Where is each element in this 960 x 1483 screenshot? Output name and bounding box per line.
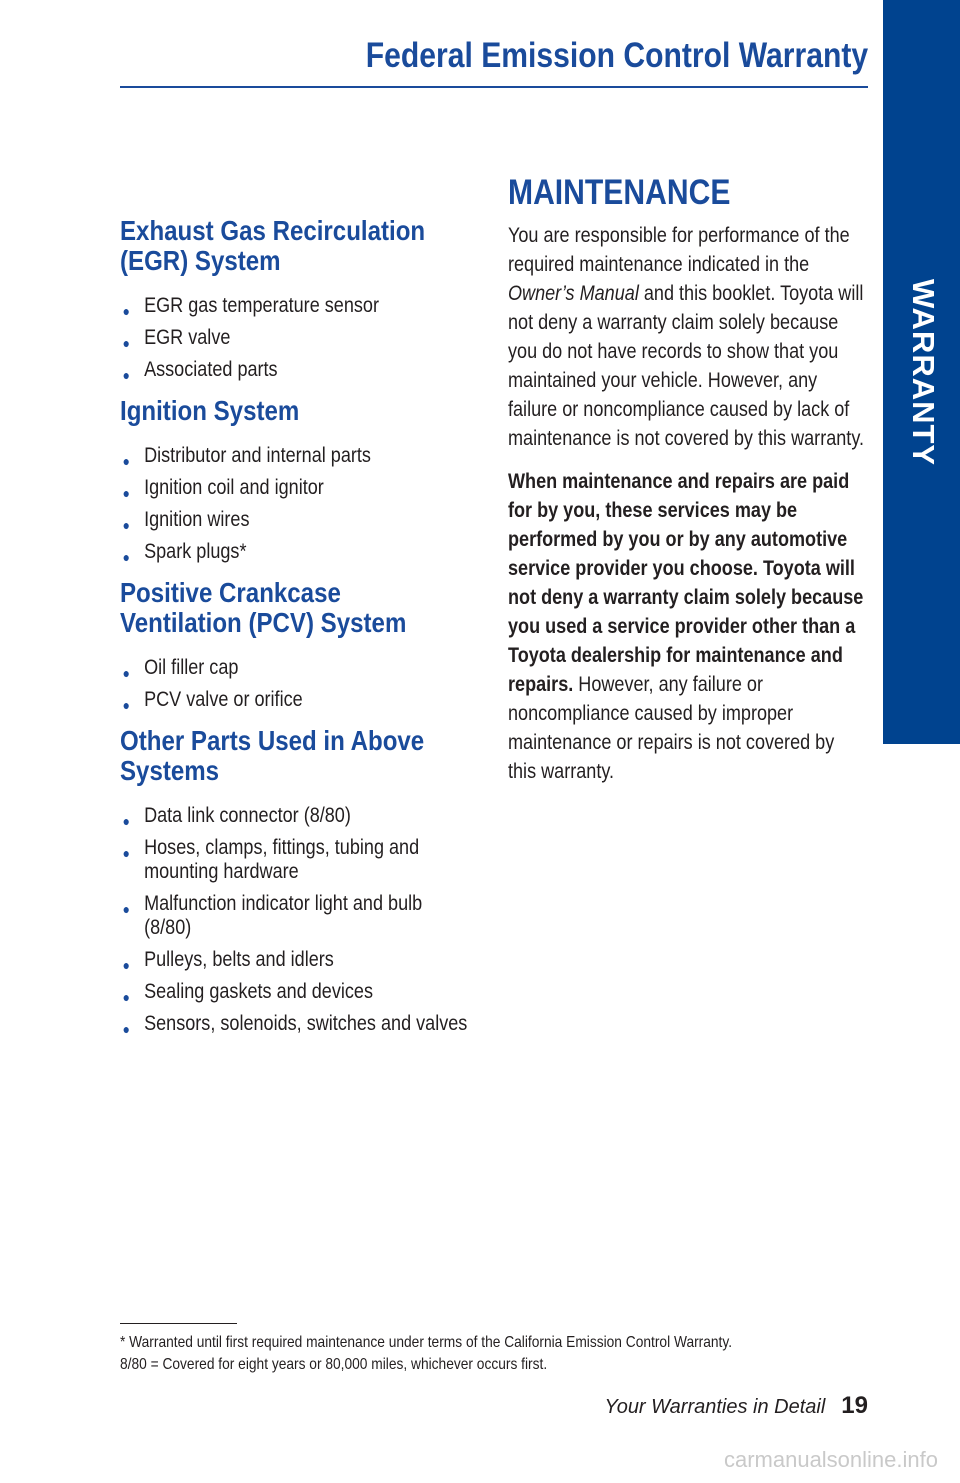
section-heading-ignition: Ignition System	[120, 395, 300, 426]
list-egr	[120, 294, 417, 382]
side-tab-label: WARRANTY	[906, 278, 941, 467]
list-item	[120, 836, 468, 884]
bullet-icon: ●	[122, 845, 130, 861]
bullet-icon: ●	[122, 1021, 130, 1037]
list-item	[120, 540, 468, 564]
right-column	[508, 173, 865, 800]
footnote-abbreviation: 8/80 = Covered for eight years or 80,000 miles, whichever occurs first.	[120, 1356, 548, 1373]
list-item-text: EGR gas temperature sensor	[144, 294, 379, 317]
list-item	[120, 1012, 468, 1036]
section-other-parts	[120, 725, 468, 1037]
maintenance-paragraph-1	[508, 221, 865, 453]
maintenance-p1-text: You are responsible for performance of the required maintenance indicated in the	[508, 224, 850, 276]
bullet-icon: ●	[122, 957, 130, 973]
footnote-divider	[120, 1323, 237, 1324]
list-item-text: Hoses, clamps, fittings, tubing and mounting hardware	[144, 836, 420, 883]
list-item-text: Ignition coil and ignitor	[144, 476, 324, 499]
list-item-text: Spark plugs*	[144, 540, 247, 563]
section-ignition	[120, 396, 417, 564]
bullet-icon: ●	[122, 335, 130, 351]
owners-manual-title: Owner’s Manual	[508, 282, 639, 305]
footnotes	[120, 1332, 860, 1376]
bullet-icon: ●	[122, 303, 130, 319]
list-item	[120, 656, 468, 680]
list-ignition	[120, 444, 417, 564]
maintenance-p2-emphasis: When maintenance and repairs are paid for by you, these services may be performed by you or by any automotive service provider you choose. Toyota will not deny a warranty claim solely because you used a service provider other than a Toyota dealership for maintenance and repairs.	[508, 470, 864, 696]
section-egr	[120, 215, 426, 383]
list-item-text: Associated parts	[144, 358, 278, 381]
list-item-text: PCV valve or orifice	[144, 688, 303, 711]
maintenance-paragraph-2	[508, 467, 865, 786]
watermark: carmanualsonline.info	[723, 1447, 938, 1472]
footnote-asterisk: * Warranted until first required maintenance under terms of the California Emission Control Warranty.	[120, 1334, 733, 1351]
list-item	[120, 508, 468, 532]
side-tab-label-box	[903, 280, 943, 465]
bullet-icon: ●	[122, 485, 130, 501]
list-item	[120, 476, 468, 500]
list-item	[120, 444, 468, 468]
list-item-text: Data link connector (8/80)	[144, 804, 351, 827]
bullet-icon: ●	[122, 367, 130, 383]
list-other-parts	[120, 804, 468, 1037]
section-heading-pcv: Positive Crankcase Ventilation (PCV) System	[120, 577, 407, 638]
section-heading-other-parts: Other Parts Used in Above Systems	[120, 725, 425, 786]
list-item-text: EGR valve	[144, 326, 231, 349]
list-item	[120, 688, 468, 712]
list-item	[120, 804, 468, 828]
bullet-icon: ●	[122, 665, 130, 681]
bullet-icon: ●	[122, 453, 130, 469]
list-item-text: Sensors, solenoids, switches and valves	[144, 1012, 468, 1035]
title-divider	[120, 86, 868, 88]
list-item-text: Oil filler cap	[144, 656, 239, 679]
maintenance-p1-continued: and this booklet. Toyota will not deny a warranty claim solely because you do not have records to show that you maintained your vehicle. However, any failure or noncompliance caused by lack of maintenance is not covered by this warranty.	[508, 282, 865, 450]
section-pcv	[120, 578, 417, 712]
list-item-text: Sealing gaskets and devices	[144, 980, 373, 1003]
bullet-icon: ●	[122, 697, 130, 713]
list-item-text: Distributor and internal parts	[144, 444, 371, 467]
list-item-text: Pulleys, belts and idlers	[144, 948, 334, 971]
list-item	[120, 948, 468, 972]
list-item-text: Ignition wires	[144, 508, 250, 531]
bullet-icon: ●	[122, 989, 130, 1005]
bullet-icon: ●	[122, 901, 130, 917]
section-heading-maintenance: MAINTENANCE	[508, 173, 731, 212]
list-item	[120, 294, 468, 318]
bullet-icon: ●	[122, 517, 130, 533]
section-heading-egr: Exhaust Gas Recirculation (EGR) System	[120, 215, 426, 276]
left-column	[120, 215, 468, 1050]
maintenance-p2-text: However, any failure or noncompliance caused by improper maintenance or repairs is not covered by this warranty.	[508, 673, 835, 783]
bullet-icon: ●	[122, 813, 130, 829]
bullet-icon: ●	[122, 549, 130, 565]
page-footer	[604, 1392, 868, 1420]
page-number: 19	[841, 1392, 868, 1419]
list-item	[120, 326, 468, 350]
footer-label: Your Warranties in Detail	[604, 1396, 826, 1418]
list-item-text: Malfunction indicator light and bulb (8/80)	[144, 892, 423, 939]
list-item	[120, 892, 468, 940]
list-item	[120, 980, 468, 1004]
list-pcv	[120, 656, 417, 712]
page-title: Federal Emission Control Warranty	[365, 36, 868, 75]
list-item	[120, 358, 468, 382]
